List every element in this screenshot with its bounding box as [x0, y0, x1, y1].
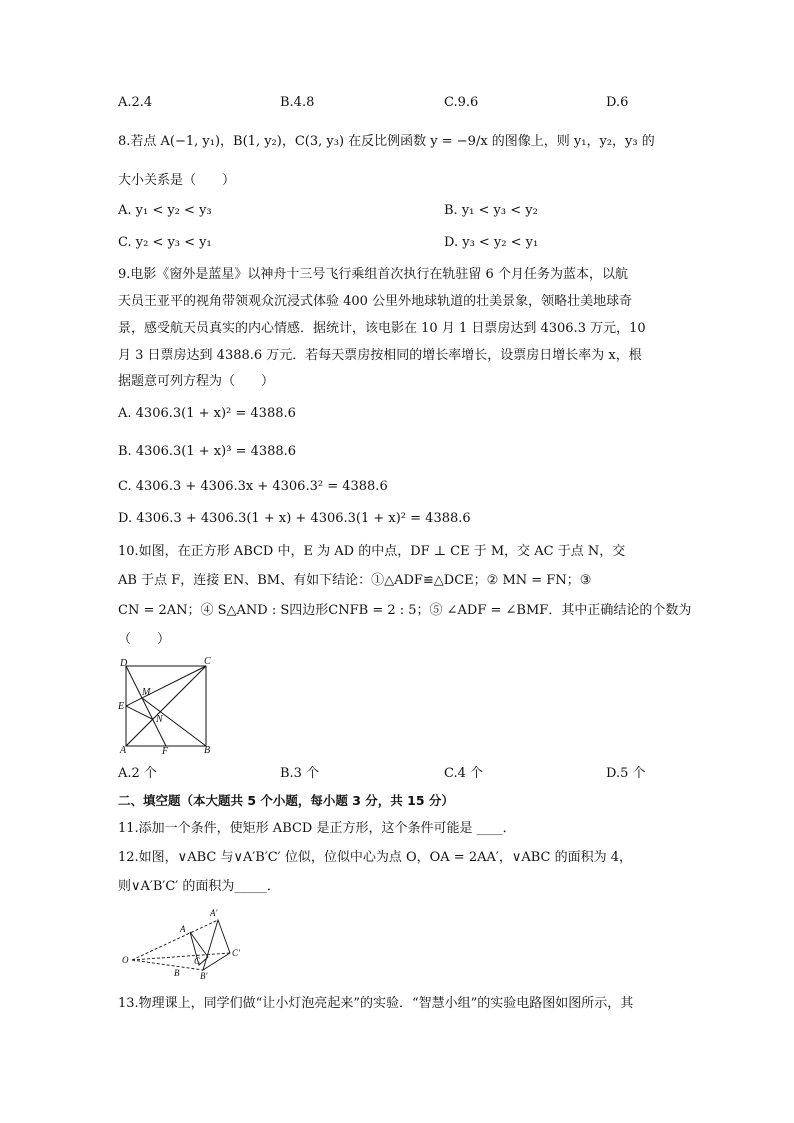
q12-label-a: A	[180, 924, 186, 934]
q12-label-b: B	[174, 968, 180, 978]
q10-label-d: D	[120, 658, 128, 669]
q9-stem-line-2: 天员王亚平的视角带领观众沉浸式体验 400 公里外地球轨道的壮美景象，领略壮美地球奇	[118, 294, 633, 309]
q10-label-a: A	[120, 745, 127, 756]
q12-label-c-prime: C′	[232, 948, 240, 958]
q10-label-b: B	[204, 745, 211, 756]
q10-label-m: M	[142, 687, 151, 698]
q12-homothety-figure	[118, 905, 258, 980]
q8-stem-line-2: 大小关系是（ ）	[118, 173, 236, 188]
q7-option-b: B.4.8	[280, 95, 315, 110]
q9-stem-line-1: 9.电影《窗外是蓝星》以神舟十三号飞行乘组首次执行在轨驻留 6 个月任务为蓝本，以航	[118, 267, 628, 282]
q10-option-c: C.4 个	[444, 766, 484, 781]
q12-stem-line-1: 12.如图，∨ABC 与∨A′B′C′ 位似，位似中心为点 O，OA = 2AA′，∨ABC 的面积为 4，	[118, 850, 633, 865]
q11-stem: 11.添加一个条件，使矩形 ABCD 是正方形，这个条件可能是 ____．	[118, 821, 516, 836]
q10-stem-line-4: （ ）	[118, 632, 171, 647]
q9-option-b: B. 4306.3(1 + x)³ = 4388.6	[118, 444, 297, 459]
q10-option-b: B.3 个	[280, 766, 320, 781]
q7-option-a: A.2.4	[118, 95, 153, 110]
q7-option-d: D.6	[606, 95, 629, 110]
q9-stem-line-4: 月 3 日票房达到 4388.6 万元．若每天票房按相同的增长率增长，设票房日增长率为 x，根	[118, 348, 642, 363]
q10-square-figure	[112, 656, 222, 756]
q10-stem-line-2: AB 于点 F，连接 EN、BM、有如下结论：①△ADF≌△DCE；② MN = FN；③	[118, 573, 592, 588]
q8-option-a: A. y₁ < y₂ < y₃	[118, 203, 212, 218]
q10-stem-line-3: CN = 2AN；④ S△AND : S四边形CNFB = 2 : 5；⑤ ∠ADF = ∠BMF．其中正确结论的个数为	[118, 603, 692, 618]
q12-label-c: C	[194, 956, 201, 966]
q10-option-d: D.5 个	[606, 766, 646, 781]
q9-stem-line-5: 据题意可列方程为（ ）	[118, 374, 275, 389]
q9-option-d: D. 4306.3 + 4306.3(1 + x) + 4306.3(1 + x)² = 4388.6	[118, 511, 471, 526]
q12-label-o: O	[122, 955, 129, 965]
q9-stem-line-3: 景，感受航天员真实的内心情感．据统计，该电影在 10 月 1 日票房达到 4306.3 万元，10	[118, 321, 646, 336]
section-2-title: 二、填空题（本大题共 5 个小题，每小题 3 分，共 15 分）	[118, 793, 454, 808]
q12-label-b-prime: B′	[200, 971, 208, 980]
q10-label-n: N	[156, 714, 163, 725]
q10-label-c: C	[204, 656, 211, 667]
q10-option-a: A.2 个	[118, 766, 157, 781]
q12-label-a-prime: A′	[210, 908, 218, 918]
q9-option-a: A. 4306.3(1 + x)² = 4388.6	[118, 406, 296, 421]
q8-option-d: D. y₃ < y₂ < y₁	[444, 235, 539, 250]
q8-option-c: C. y₂ < y₃ < y₁	[118, 235, 212, 250]
q8-stem-line-1: 8.若点 A(−1, y₁)，B(1, y₂)，C(3, y₃) 在反比例函数 y = −9/x 的图像上，则 y₁，y₂，y₃ 的	[118, 134, 655, 149]
q10-label-f: F	[162, 746, 169, 756]
q8-option-b: B. y₁ < y₃ < y₂	[444, 203, 538, 218]
q10-stem-line-1: 10.如图，在正方形 ABCD 中，E 为 AD 的中点，DF ⊥ CE 于 M，交 AC 于点 N，交	[118, 544, 626, 559]
q7-option-c: C.9.6	[444, 95, 479, 110]
q13-stem: 13.物理课上，同学们做“让小灯泡亮起来”的实验．“智慧小组”的实验电路图如图所示，其	[118, 996, 634, 1011]
q10-label-e: E	[118, 701, 125, 712]
q9-option-c: C. 4306.3 + 4306.3x + 4306.3² = 4388.6	[118, 479, 388, 494]
q12-stem-line-2: 则∨A′B′C′ 的面积为_____．	[118, 879, 280, 894]
